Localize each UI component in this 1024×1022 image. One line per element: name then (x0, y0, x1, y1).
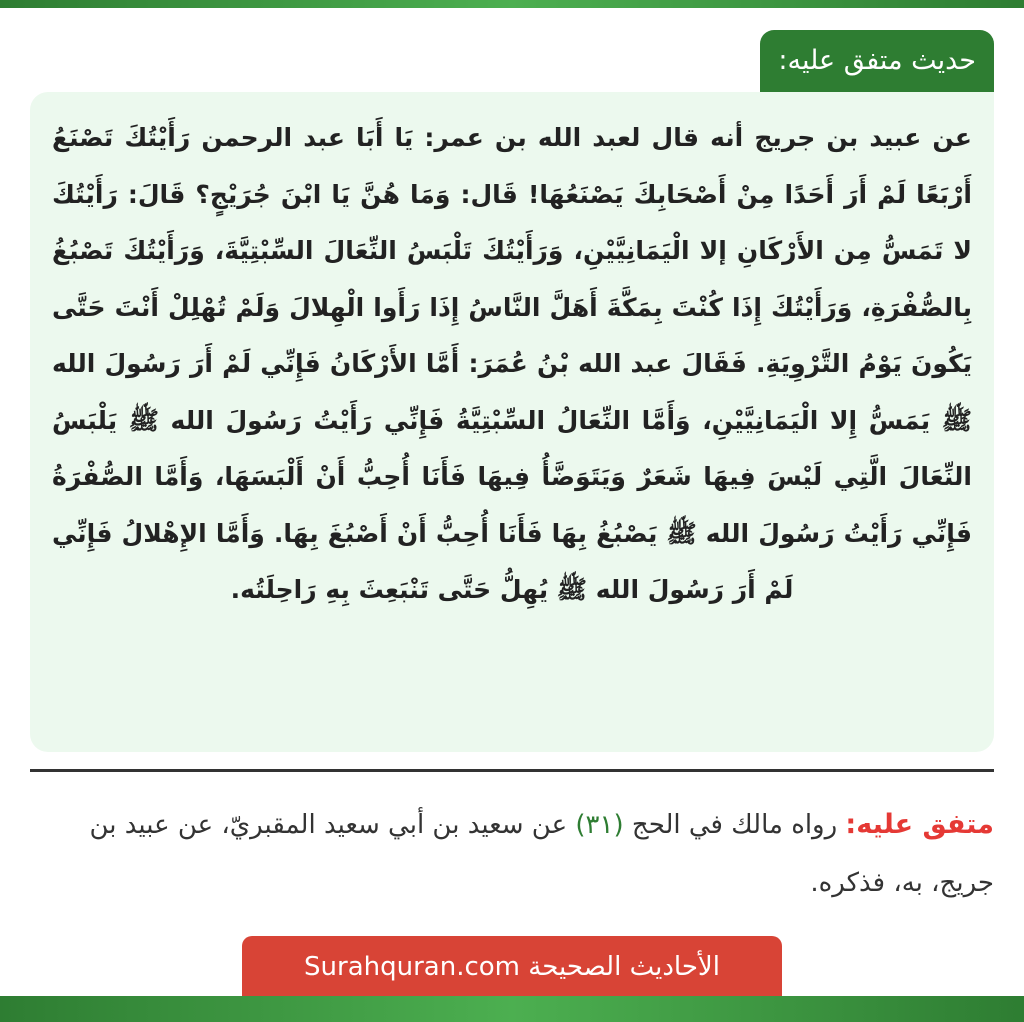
footer-site-badge: الأحاديث الصحيحة Surahquran.com (242, 936, 782, 996)
source-label: متفق عليه: (845, 809, 994, 840)
source-text-after: عن سعيد بن أبي سعيد المقبريّ، عن عبيد بن جريج، به، فذكره. (89, 810, 994, 898)
top-decorative-bar (0, 0, 1024, 8)
hadith-type-badge: حديث متفق عليه: (760, 30, 994, 92)
bottom-decorative-bar (0, 996, 1024, 1022)
source-reference (30, 796, 994, 912)
hadith-text: عن عبيد بن جريج أنه قال لعبد الله بن عمر: يَا أَبَا عبد الرحمن رَأَيْتُكَ تَصْنَعُ أَرْبَعًا لَمْ أَرَ أَحَدًا مِنْ أَصْحَابِكَ يَصْنَعُهَا! قَال: وَمَا هُنَّ يَا ابْنَ جُرَيْجٍ؟ قَالَ: رَأَيْتُكَ لا تَمَسُّ مِن الأَرْكَانِ إلا الْيَمَانِيَّيْنِ، وَرَأَيْتُكَ تَلْبَسُ النِّعَالَ السِّبْتِيَّةَ، وَرَأَيْتُكَ تَصْبُغُ بِالصُّفْرَةِ، وَرَأَيْتُكَ إِذَا كُنْتَ بِمَكَّةَ أَهَلَّ النَّاسُ إِذَا رَأَوا الْهِلالَ وَلَمْ تُهْلِلْ أَنْتَ حَتَّى يَكُونَ يَوْمُ التَّرْوِيَةِ. فَقَالَ عبد الله بْنُ عُمَرَ: أَمَّا الأَرْكَانُ فَإِنِّي لَمْ أَرَ رَسُولَ الله ﷺ يَمَسُّ إِلا الْيَمَانِيَّيْنِ، وَأَمَّا النِّعَالُ السِّبْتِيَّةُ فَإِنِّي رَأَيْتُ رَسُولَ الله ﷺ يَلْبَسُ النِّعَالَ الَّتِي لَيْسَ فِيهَا شَعَرٌ وَيَتَوَضَّأُ فِيهَا فَأَنَا أُحِبُّ أَنْ أَلْبَسَهَا، وَأَمَّا الصُّفْرَةُ فَإِنِّي رَأَيْتُ رَسُولَ الله ﷺ يَصْبُغُ بِهَا فَأَنَا أُحِبُّ أَنْ أَصْبُغَ بِهَا. وَأَمَّا الإِهْلالُ فَإِنِّي لَمْ أَرَ رَسُولَ الله ﷺ يُهِلُّ حَتَّى تَنْبَعِثَ بِهِ رَاحِلَتُه. (52, 123, 972, 604)
source-number: (٣١) (575, 810, 624, 840)
hadith-text-box (30, 92, 994, 752)
source-text-before: رواه مالك في الحج (623, 810, 846, 840)
section-divider (30, 769, 994, 772)
